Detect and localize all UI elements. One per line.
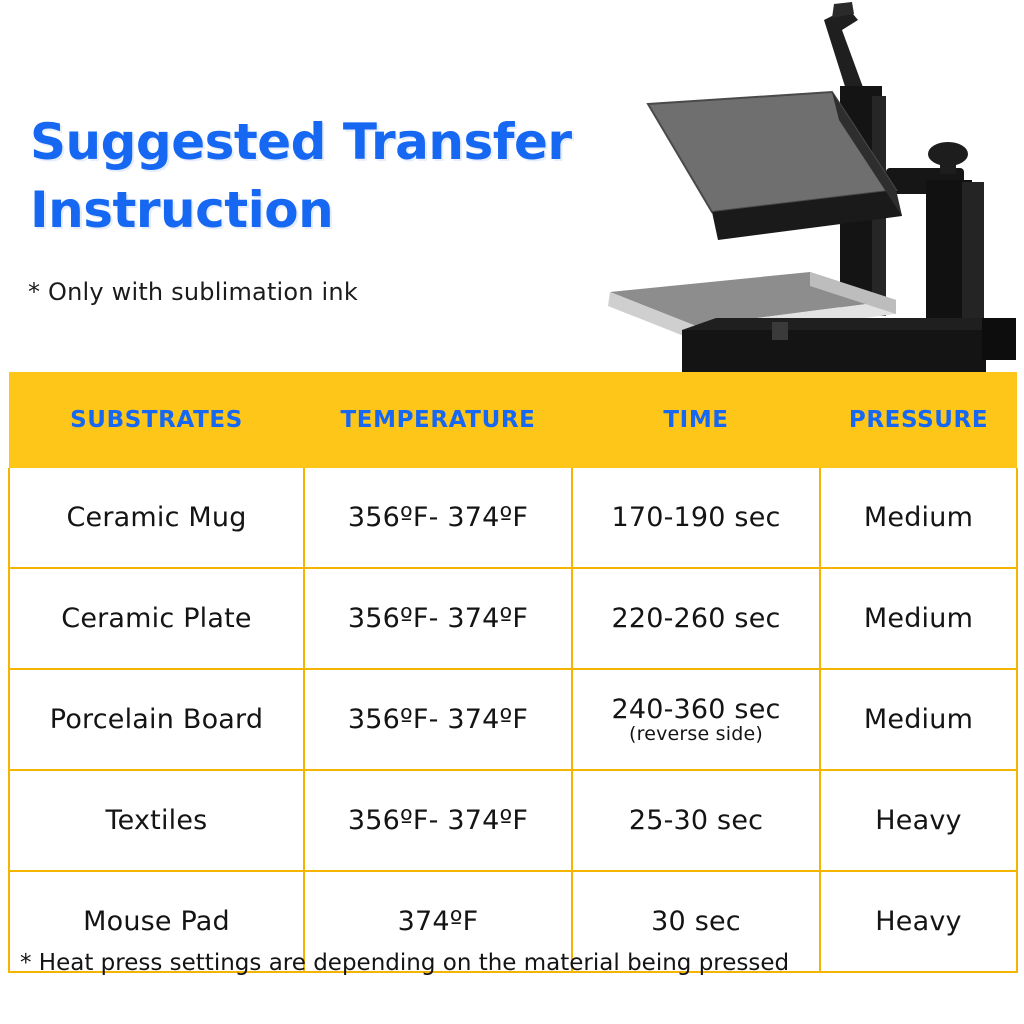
column-header-temperature: TEMPERATURE bbox=[304, 372, 572, 468]
column-header-substrates: SUBSTRATES bbox=[9, 372, 304, 468]
table-body bbox=[9, 468, 1017, 972]
table-row bbox=[9, 568, 1017, 669]
cell-substrate: Ceramic Mug bbox=[9, 468, 304, 568]
cell-temperature: 356ºF- 374ºF bbox=[304, 669, 572, 770]
sublimation-ink-note: * Only with sublimation ink bbox=[28, 278, 358, 306]
cell-time bbox=[572, 468, 820, 568]
settings-table bbox=[8, 372, 1018, 973]
column-header-pressure: PRESSURE bbox=[820, 372, 1017, 468]
cell-substrate: Ceramic Plate bbox=[9, 568, 304, 669]
cell-time-value: 220-260 sec bbox=[611, 603, 781, 634]
table-row bbox=[9, 669, 1017, 770]
cell-pressure: Heavy bbox=[820, 871, 1017, 972]
heat-press-footnote: * Heat press settings are depending on the material being pressed bbox=[20, 950, 790, 976]
cell-temperature: 356ºF- 374ºF bbox=[304, 468, 572, 568]
page-title-line-1: Suggested Transfer bbox=[30, 113, 572, 171]
cell-temperature: 356ºF- 374ºF bbox=[304, 568, 572, 669]
cell-pressure: Medium bbox=[820, 669, 1017, 770]
table-row bbox=[9, 468, 1017, 568]
cell-substrate: Porcelain Board bbox=[9, 669, 304, 770]
column-header-time: TIME bbox=[572, 372, 820, 468]
table-header bbox=[9, 372, 1017, 468]
cell-time bbox=[572, 770, 820, 871]
table-header-row bbox=[9, 372, 1017, 468]
cell-pressure: Medium bbox=[820, 468, 1017, 568]
cell-temperature: 356ºF- 374ºF bbox=[304, 770, 572, 871]
cell-time-value: 30 sec bbox=[651, 906, 741, 937]
page-title-line-2: Instruction bbox=[30, 181, 334, 239]
cell-time-note: (reverse side) bbox=[628, 723, 763, 745]
heat-press-illustration bbox=[596, 0, 1024, 388]
cell-time-value: 25-30 sec bbox=[628, 805, 764, 836]
cell-temperature: 374ºF bbox=[304, 871, 572, 972]
cell-substrate: Mouse Pad bbox=[9, 871, 304, 972]
settings-table-container bbox=[8, 372, 1016, 973]
table-row bbox=[9, 770, 1017, 871]
cell-substrate: Textiles bbox=[9, 770, 304, 871]
cell-time bbox=[572, 568, 820, 669]
cell-time-value: 170-190 sec bbox=[611, 502, 781, 533]
cell-pressure: Medium bbox=[820, 568, 1017, 669]
cell-time-value: 240-360 sec bbox=[611, 694, 781, 725]
cell-pressure: Heavy bbox=[820, 770, 1017, 871]
heat-press-machine-icon bbox=[596, 0, 1024, 388]
page-title bbox=[30, 108, 680, 244]
cell-time bbox=[572, 669, 820, 770]
